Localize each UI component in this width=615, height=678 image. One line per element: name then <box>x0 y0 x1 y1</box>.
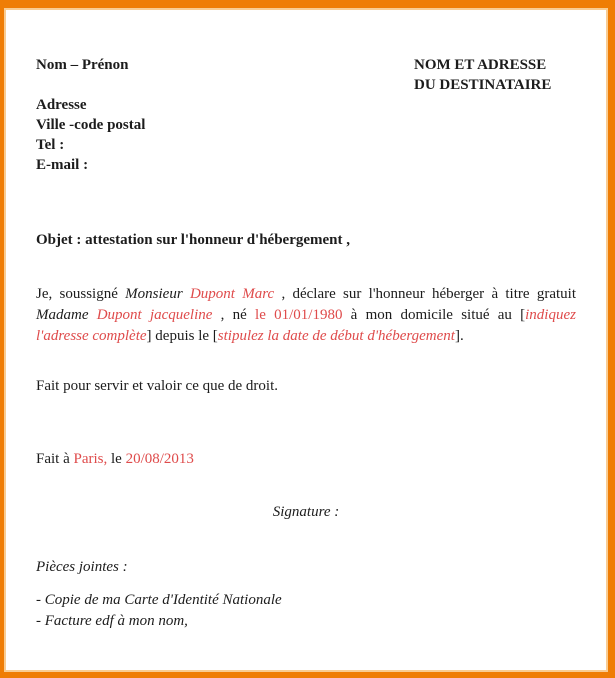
text-segment: ]. <box>454 328 464 344</box>
text-segment: indiquez l'adresse complète <box>36 307 576 344</box>
text-segment: Fait à <box>36 451 74 467</box>
text-segment: Paris, <box>73 451 108 467</box>
text-segment: , né <box>212 307 256 323</box>
sender-name: Nom – Prénon <box>36 57 129 73</box>
signature-label: Signature : <box>272 504 340 520</box>
text-segment: Dupont jacqueline <box>96 307 213 323</box>
declaration-paragraph <box>36 284 576 347</box>
recipient-line2: DU DESTINATAIRE <box>414 77 552 93</box>
sender-phone: Tel : <box>36 137 65 153</box>
attachments-title: Pièces jointes : <box>36 559 128 575</box>
place-date-line <box>36 449 576 469</box>
text-segment: 20/08/2013 <box>125 451 194 467</box>
letter-page <box>4 8 608 672</box>
text-segment: Monsieur <box>125 286 190 302</box>
text-segment: ] depuis le [ <box>146 328 218 344</box>
text-segment: Madame <box>36 307 97 323</box>
sender-city-postal: Ville -code postal <box>36 117 146 133</box>
attachment-item: - Copie de ma Carte d'Identité Nationale <box>36 592 282 608</box>
text-segment: Je, soussigné <box>36 286 126 302</box>
text-segment: Dupont Marc <box>189 286 275 302</box>
attachment-item: - Facture edf à mon nom, <box>36 613 188 629</box>
subject-line: Objet : attestation sur l'honneur d'hébergement , <box>36 232 351 248</box>
text-segment: le <box>107 451 126 467</box>
recipient-line1: NOM ET ADRESSE <box>414 57 547 73</box>
sender-address: Adresse <box>36 97 87 113</box>
closing-line: Fait pour servir et valoir ce que de droit. <box>36 378 279 394</box>
letter-header <box>36 55 576 175</box>
recipient-block <box>414 55 576 95</box>
sender-block <box>36 55 145 175</box>
text-segment: le 01/01/1980 <box>255 307 343 323</box>
text-segment: , déclare sur l'honneur héberger à titre gratuit <box>274 286 576 302</box>
sender-email: E-mail : <box>36 157 89 173</box>
text-segment: à mon domicile situé au [ <box>342 307 526 323</box>
text-segment: stipulez la date de début d'hébergement <box>217 328 455 344</box>
